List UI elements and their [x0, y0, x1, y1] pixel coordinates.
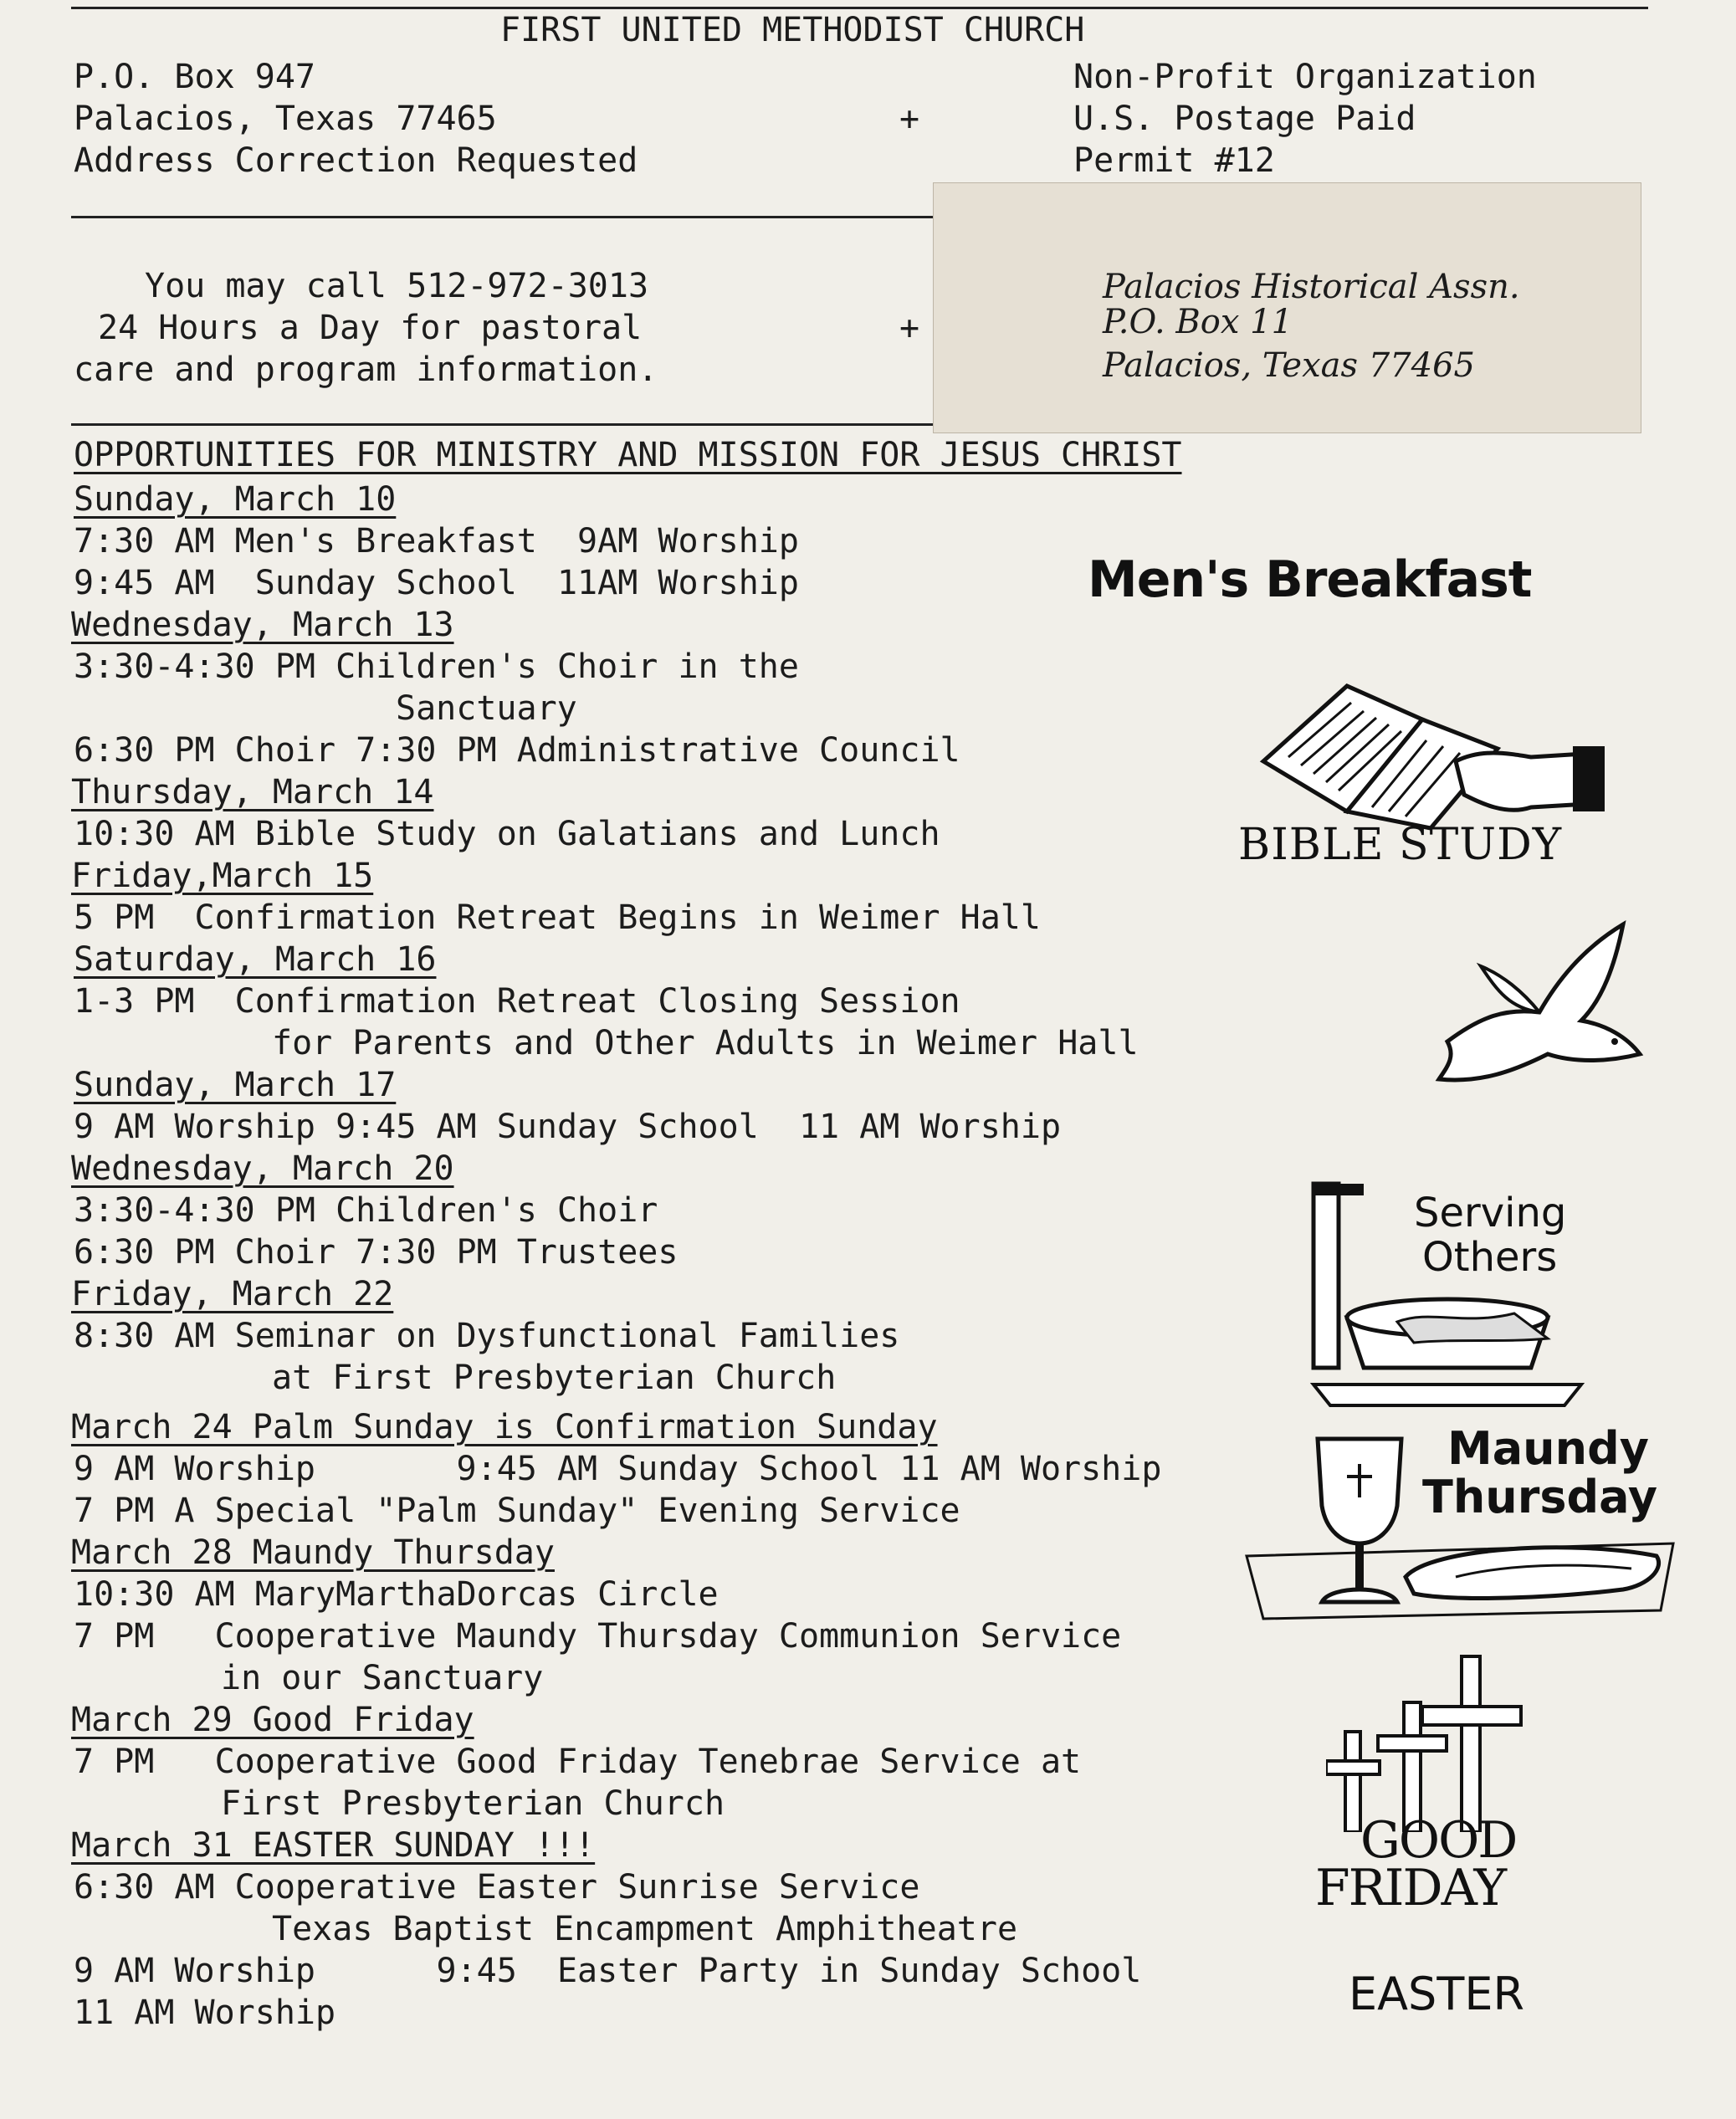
three-crosses-icon	[1326, 1652, 1577, 1832]
schedule-line: 3:30-4:30 PM Children's Choir in the	[74, 647, 799, 686]
call-rule	[71, 423, 937, 426]
call-line-3: care and program information.	[74, 351, 658, 389]
city: Palacios, Texas 77465	[74, 100, 497, 138]
postage: U.S. Postage Paid	[1073, 100, 1416, 138]
date-heading: Sunday, March 10	[74, 480, 397, 519]
maundy-caption-2: Thursday	[1422, 1471, 1658, 1523]
schedule-line: 7 PM Cooperative Good Friday Tenebrae Service at	[74, 1743, 1082, 1781]
schedule-line: in our Sanctuary	[221, 1659, 544, 1697]
call-line-1: You may call 512-972-3013	[145, 267, 649, 305]
date-heading: Sunday, March 17	[74, 1066, 397, 1104]
date-heading: Wednesday, March 20	[71, 1149, 454, 1188]
schedule-line: Texas Baptist Encampment Amphitheatre	[272, 1910, 1018, 1948]
plus-sign: +	[899, 100, 920, 138]
schedule-line: 1-3 PM Confirmation Retreat Closing Session	[74, 982, 960, 1021]
mens-breakfast-title: Men's Breakfast	[1088, 550, 1532, 609]
nonprofit: Non-Profit Organization	[1073, 58, 1537, 96]
date-heading: Wednesday, March 13	[71, 606, 454, 644]
schedule-line: 11 AM Worship	[74, 1994, 336, 2032]
schedule-line: First Presbyterian Church	[221, 1784, 725, 1823]
schedule-line: 9 AM Worship 9:45 AM Sunday School 11 AM Worship	[74, 1108, 1062, 1146]
date-heading: March 31 EASTER SUNDAY !!!	[71, 1826, 596, 1865]
date-heading: Saturday, March 16	[74, 940, 437, 979]
schedule-line: 9 AM Worship 9:45 Easter Party in Sunday School	[74, 1952, 1142, 1990]
schedule-line: 7:30 AM Men's Breakfast 9AM Worship	[74, 522, 799, 560]
dove-icon	[1414, 916, 1657, 1092]
top-rule	[71, 7, 1648, 9]
schedule-line: 6:30 PM Choir 7:30 PM Administrative Council	[74, 731, 960, 770]
serving-caption-2: Others	[1422, 1234, 1558, 1281]
schedule-line: 9:45 AM Sunday School 11AM Worship	[74, 564, 799, 602]
schedule-line: 8:30 AM Seminar on Dysfunctional Families	[74, 1317, 900, 1355]
schedule-line: Sanctuary	[396, 689, 577, 728]
schedule-line: 7 PM A Special "Palm Sunday" Evening Service	[74, 1492, 960, 1530]
church-name: FIRST UNITED METHODIST CHURCH	[500, 11, 1085, 49]
serving-caption-1: Serving	[1414, 1190, 1567, 1236]
good-caption: GOOD	[1360, 1811, 1517, 1870]
maundy-caption-1: Maundy	[1447, 1422, 1649, 1475]
schedule-line: 7 PM Cooperative Maundy Thursday Communion Service	[74, 1617, 1122, 1656]
date-heading: March 28 Maundy Thursday	[71, 1533, 555, 1572]
label-line-2: P.O. Box 11	[1103, 303, 1293, 341]
schedule-line: at First Presbyterian Church	[272, 1359, 837, 1397]
schedule-line: for Parents and Other Adults in Weimer Hall	[272, 1024, 1139, 1062]
label-line-1: Palacios Historical Assn.	[1103, 268, 1520, 306]
date-heading: March 29 Good Friday	[71, 1701, 474, 1739]
schedule-line: 5 PM Confirmation Retreat Begins in Weimer Hall	[74, 898, 1041, 937]
label-line-3: Palacios, Texas 77465	[1103, 346, 1475, 385]
permit: Permit #12	[1073, 141, 1275, 180]
call-line-2: 24 Hours a Day for pastoral	[98, 309, 643, 347]
friday-caption: FRIDAY	[1315, 1859, 1506, 1917]
date-heading: Friday, March 22	[71, 1275, 394, 1313]
po-box: P.O. Box 947	[74, 58, 315, 96]
schedule-line: 6:30 AM Cooperative Easter Sunrise Service	[74, 1868, 920, 1907]
schedule-line: 6:30 PM Choir 7:30 PM Trustees	[74, 1233, 679, 1272]
section-heading: OPPORTUNITIES FOR MINISTRY AND MISSION FOR JESUS CHRIST	[74, 436, 1182, 474]
schedule-line: 10:30 AM MaryMarthaDorcas Circle	[74, 1575, 719, 1614]
schedule-line: 10:30 AM Bible Study on Galatians and Lunch	[74, 815, 940, 853]
date-heading: March 24 Palm Sunday is Confirmation Sunday	[71, 1408, 938, 1446]
easter-caption: EASTER	[1349, 1968, 1524, 2020]
address-note: Address Correction Requested	[74, 141, 638, 180]
open-bible-icon	[1255, 669, 1606, 837]
date-heading: Thursday, March 14	[71, 773, 434, 811]
schedule-line: 9 AM Worship 9:45 AM Sunday School 11 AM Worship	[74, 1450, 1162, 1488]
plus-sign-2: +	[899, 309, 920, 347]
bible-study-caption: BIBLE STUDY	[1238, 820, 1563, 870]
schedule-line: 3:30-4:30 PM Children's Choir	[74, 1191, 658, 1230]
header-rule	[71, 216, 937, 218]
date-heading: Friday,March 15	[71, 857, 374, 895]
